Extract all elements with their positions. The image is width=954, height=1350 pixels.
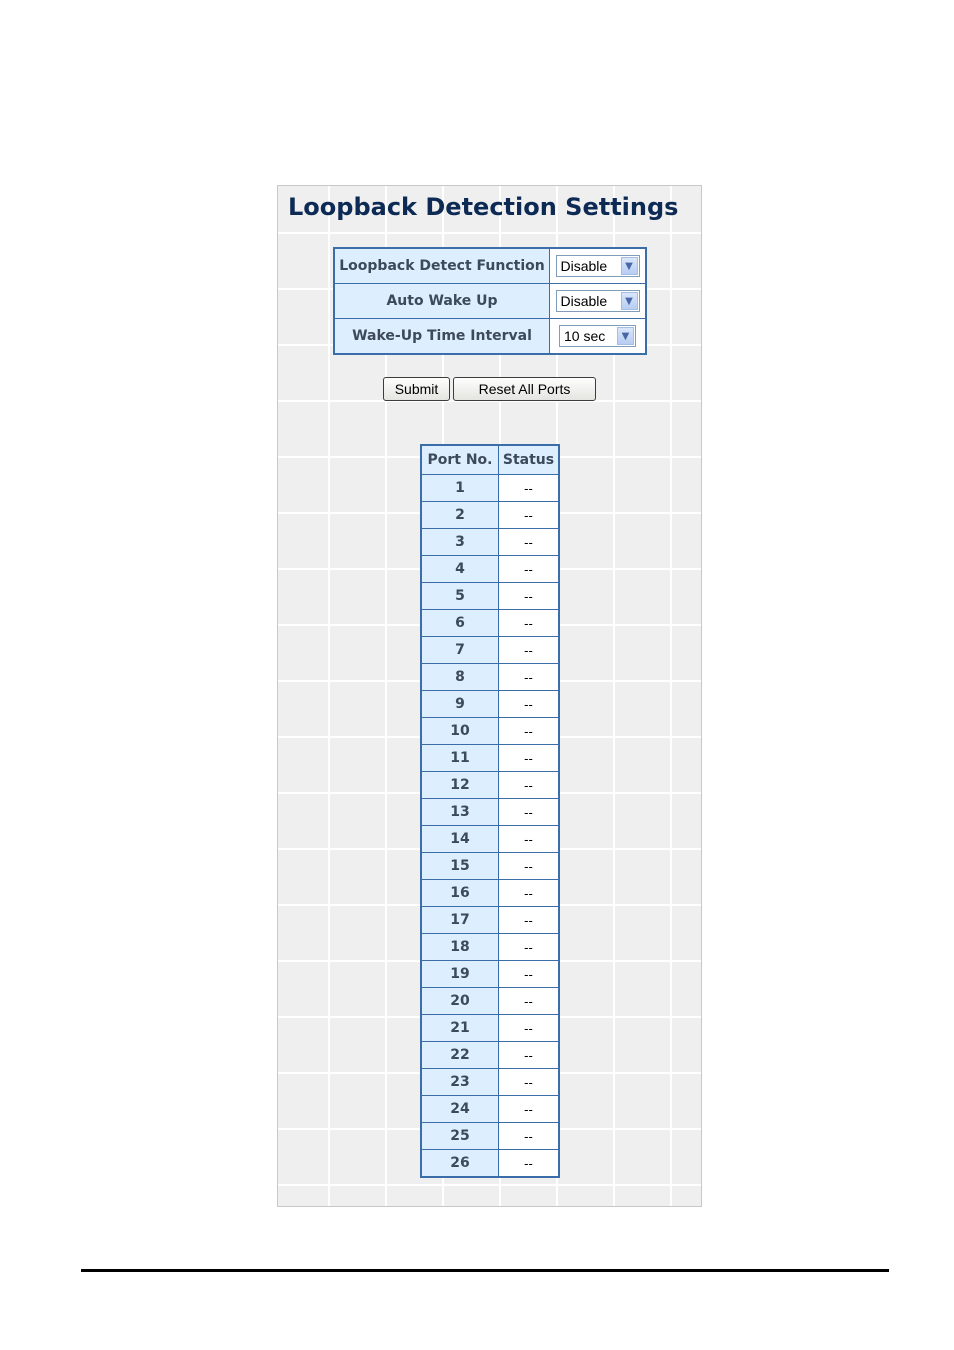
- port-status-cell: --: [499, 961, 560, 988]
- port-status-cell: --: [499, 583, 560, 610]
- auto-wake-up-value: Disable: [560, 293, 608, 309]
- port-status-cell: --: [499, 799, 560, 826]
- setting-row-loopback-detect: [334, 248, 646, 284]
- table-row: [421, 745, 559, 772]
- port-number-cell: 5: [421, 583, 499, 610]
- chevron-down-icon[interactable]: ▼: [621, 257, 638, 275]
- loopback-detect-value: Disable: [560, 258, 608, 274]
- port-number-cell: 3: [421, 529, 499, 556]
- table-row: [421, 1123, 559, 1150]
- wake-up-interval-label: Wake-Up Time Interval: [334, 319, 550, 355]
- table-row: [421, 961, 559, 988]
- wake-up-interval-select[interactable]: [559, 325, 636, 347]
- port-status-cell: --: [499, 475, 560, 502]
- table-row: [421, 934, 559, 961]
- setting-row-auto-wake-up: [334, 284, 646, 319]
- port-number-cell: 14: [421, 826, 499, 853]
- auto-wake-up-label: Auto Wake Up: [334, 284, 550, 319]
- page-title: Loopback Detection Settings: [288, 193, 679, 221]
- port-status-cell: --: [499, 1042, 560, 1069]
- port-status-cell: --: [499, 1123, 560, 1150]
- port-status-cell: --: [499, 1096, 560, 1123]
- port-number-cell: 6: [421, 610, 499, 637]
- submit-button[interactable]: Submit: [383, 377, 450, 401]
- port-status-cell: --: [499, 745, 560, 772]
- table-row: [421, 1015, 559, 1042]
- port-status-cell: --: [499, 691, 560, 718]
- port-number-cell: 13: [421, 799, 499, 826]
- port-status-cell: --: [499, 718, 560, 745]
- table-row: [421, 799, 559, 826]
- setting-row-wake-up-interval: [334, 319, 646, 355]
- port-number-cell: 23: [421, 1069, 499, 1096]
- chevron-down-icon[interactable]: ▼: [617, 327, 634, 345]
- port-status-cell: --: [499, 502, 560, 529]
- settings-table: [333, 247, 647, 355]
- chevron-down-icon[interactable]: ▼: [621, 292, 638, 310]
- port-number-cell: 8: [421, 664, 499, 691]
- port-status-cell: --: [499, 880, 560, 907]
- port-number-cell: 16: [421, 880, 499, 907]
- port-status-cell: --: [499, 556, 560, 583]
- loopback-detect-select[interactable]: [556, 255, 640, 277]
- table-header-row: [421, 445, 559, 475]
- table-row: [421, 637, 559, 664]
- table-row: [421, 691, 559, 718]
- port-no-header: Port No.: [421, 445, 499, 475]
- auto-wake-up-select[interactable]: [556, 290, 640, 312]
- wake-up-interval-value: 10 sec: [564, 328, 606, 344]
- port-status-cell: --: [499, 610, 560, 637]
- table-row: [421, 1069, 559, 1096]
- port-number-cell: 1: [421, 475, 499, 502]
- port-number-cell: 9: [421, 691, 499, 718]
- port-status-table: [420, 444, 560, 1178]
- port-number-cell: 24: [421, 1096, 499, 1123]
- port-status-cell: --: [499, 988, 560, 1015]
- table-row: [421, 475, 559, 502]
- table-row: [421, 529, 559, 556]
- status-header: Status: [499, 445, 560, 475]
- port-status-cell: --: [499, 826, 560, 853]
- table-row: [421, 907, 559, 934]
- port-number-cell: 19: [421, 961, 499, 988]
- settings-panel: [277, 185, 702, 1207]
- reset-all-ports-button[interactable]: Reset All Ports: [453, 377, 596, 401]
- table-row: [421, 772, 559, 799]
- port-number-cell: 18: [421, 934, 499, 961]
- port-number-cell: 2: [421, 502, 499, 529]
- table-row: [421, 502, 559, 529]
- port-number-cell: 17: [421, 907, 499, 934]
- port-status-cell: --: [499, 529, 560, 556]
- action-buttons: [383, 377, 596, 401]
- port-status-cell: --: [499, 772, 560, 799]
- port-number-cell: 21: [421, 1015, 499, 1042]
- port-status-cell: --: [499, 907, 560, 934]
- table-row: [421, 853, 559, 880]
- port-status-cell: --: [499, 853, 560, 880]
- port-number-cell: 20: [421, 988, 499, 1015]
- table-row: [421, 664, 559, 691]
- port-status-cell: --: [499, 1069, 560, 1096]
- table-row: [421, 610, 559, 637]
- table-row: [421, 880, 559, 907]
- port-status-cell: --: [499, 664, 560, 691]
- port-number-cell: 10: [421, 718, 499, 745]
- table-row: [421, 988, 559, 1015]
- table-row: [421, 1150, 559, 1178]
- port-status-cell: --: [499, 934, 560, 961]
- port-number-cell: 25: [421, 1123, 499, 1150]
- port-number-cell: 4: [421, 556, 499, 583]
- port-number-cell: 7: [421, 637, 499, 664]
- port-number-cell: 26: [421, 1150, 499, 1178]
- port-number-cell: 12: [421, 772, 499, 799]
- table-row: [421, 1096, 559, 1123]
- table-row: [421, 583, 559, 610]
- port-number-cell: 11: [421, 745, 499, 772]
- table-row: [421, 718, 559, 745]
- port-status-cell: --: [499, 1150, 560, 1178]
- port-status-cell: --: [499, 1015, 560, 1042]
- loopback-detect-label: Loopback Detect Function: [334, 248, 550, 284]
- table-row: [421, 826, 559, 853]
- table-row: [421, 556, 559, 583]
- port-number-cell: 15: [421, 853, 499, 880]
- port-status-cell: --: [499, 637, 560, 664]
- port-rows: [421, 475, 559, 1178]
- footer-divider: [81, 1269, 889, 1272]
- table-row: [421, 1042, 559, 1069]
- port-number-cell: 22: [421, 1042, 499, 1069]
